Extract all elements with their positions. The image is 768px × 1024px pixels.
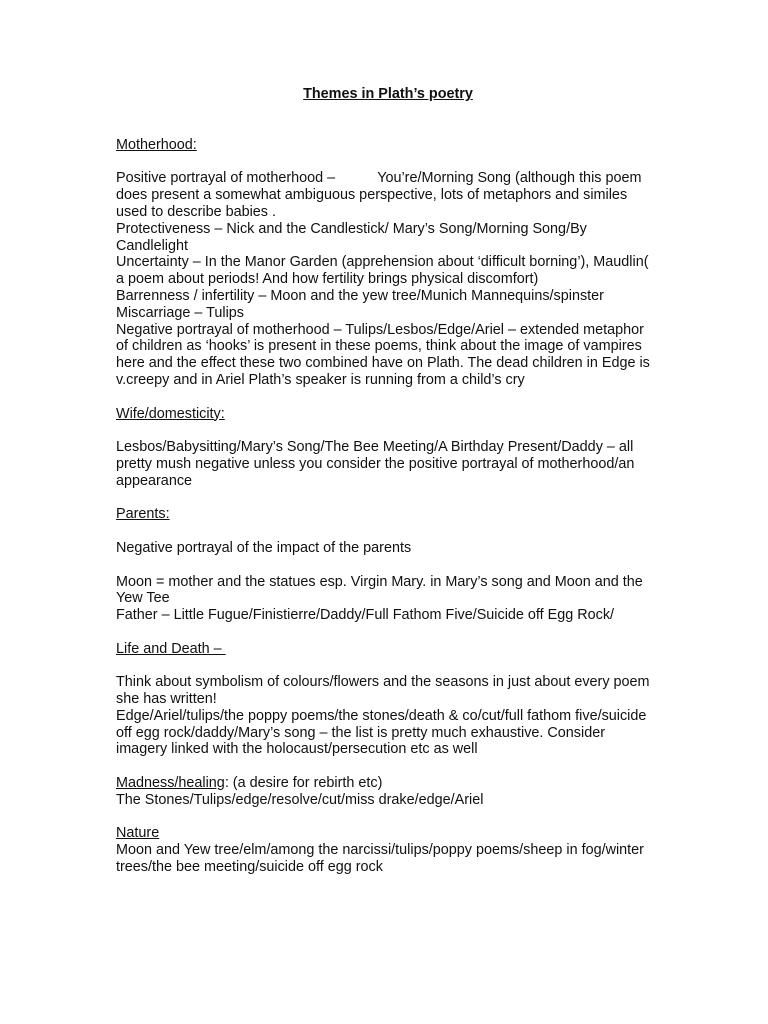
- paragraph-uncertainty: Uncertainty – In the Manor Garden (apprehension about ‘difficult borning’), Maudlin( a poem about periods! And how fertility brings physical discomfort): [116, 254, 649, 288]
- paragraph-miscarriage: Miscarriage – Tulips: [116, 304, 244, 321]
- spacer: [116, 557, 656, 574]
- document-page: [116, 86, 656, 876]
- paragraph-madness: The Stones/Tulips/edge/resolve/cut/miss drake/edge/Ariel: [116, 791, 484, 808]
- positive-rest-text: You’re/Morning Song (although this poem does present a somewhat ambiguous perspective, lots of metaphors and similes used to describe babies .: [116, 170, 642, 220]
- spacer: [116, 490, 656, 507]
- paragraph-barrenness: Barrenness / infertility – Moon and the yew tree/Munich Mannequins/spinster: [116, 287, 604, 304]
- heading-parents: Parents:: [116, 506, 170, 523]
- paragraph-parents-intro: Negative portrayal of the impact of the parents: [116, 539, 412, 556]
- spacer: [116, 523, 656, 540]
- spacer: [116, 422, 656, 439]
- spacer: [116, 658, 656, 675]
- heading-wife-domesticity: Wife/domesticity:: [116, 405, 225, 422]
- paragraph-negative-motherhood: Negative portrayal of motherhood – Tulips/Lesbos/Edge/Ariel – extended metaphor of children as ‘hooks’ is present in these poems, think about the image of vampires here and the effect these two combined have on Plath. The dead children in Edge is v.creepy and in Ariel Plath’s speaker is running from a child’s cry: [116, 321, 650, 388]
- madness-heading-suffix: : (a desire for rebirth etc): [224, 775, 383, 792]
- heading-nature: Nature: [116, 825, 160, 842]
- positive-lead-text: Positive portrayal of motherhood –: [116, 170, 336, 187]
- document-title: Themes in Plath’s poetry: [303, 86, 473, 102]
- paragraph-nature: Moon and Yew tree/elm/among the narcissi/tulips/poppy poems/sheep in fog/winter trees/the bee meeting/suicide off egg rock: [116, 842, 644, 876]
- spacer: [116, 624, 656, 641]
- heading-motherhood: Motherhood:: [116, 136, 197, 153]
- heading-madness-healing: [116, 775, 656, 792]
- paragraph-positive-motherhood: [116, 170, 656, 220]
- paragraph-protectiveness: Protectiveness – Nick and the Candlestick/ Mary’s Song/Morning Song/By Candlelight: [116, 220, 587, 254]
- paragraph-life-death-poems: Edge/Ariel/tulips/the poppy poems/the stones/death & co/cut/full fathom five/suicide off egg rock/daddy/Mary’s song – the list is pretty much exhaustive. Consider imagery linked with the holocaust/persecution etc as well: [116, 707, 647, 758]
- paragraph-life-death-symbolism: Think about symbolism of colours/flowers and the seasons in just about every poem she has written!: [116, 674, 650, 708]
- paragraph-parents-moon: Moon = mother and the statues esp. Virgin Mary. in Mary’s song and Moon and the Yew Tee: [116, 573, 643, 607]
- paragraph-parents-father: Father – Little Fugue/Finistierre/Daddy/Full Fathom Five/Suicide off Egg Rock/: [116, 607, 615, 624]
- madness-heading-text: Madness/healing: [116, 775, 225, 792]
- spacer: [116, 758, 656, 775]
- heading-life-and-death-text: Life and Death –: [116, 640, 226, 657]
- spacer: [116, 809, 656, 826]
- heading-life-and-death: [116, 641, 656, 658]
- paragraph-wife: Lesbos/Babysitting/Mary’s Song/The Bee Meeting/A Birthday Present/Daddy – all pretty mush negative unless you consider the positive portrayal of motherhood/an appearance: [116, 439, 635, 489]
- spacer: [116, 389, 656, 406]
- spacer: [116, 154, 656, 171]
